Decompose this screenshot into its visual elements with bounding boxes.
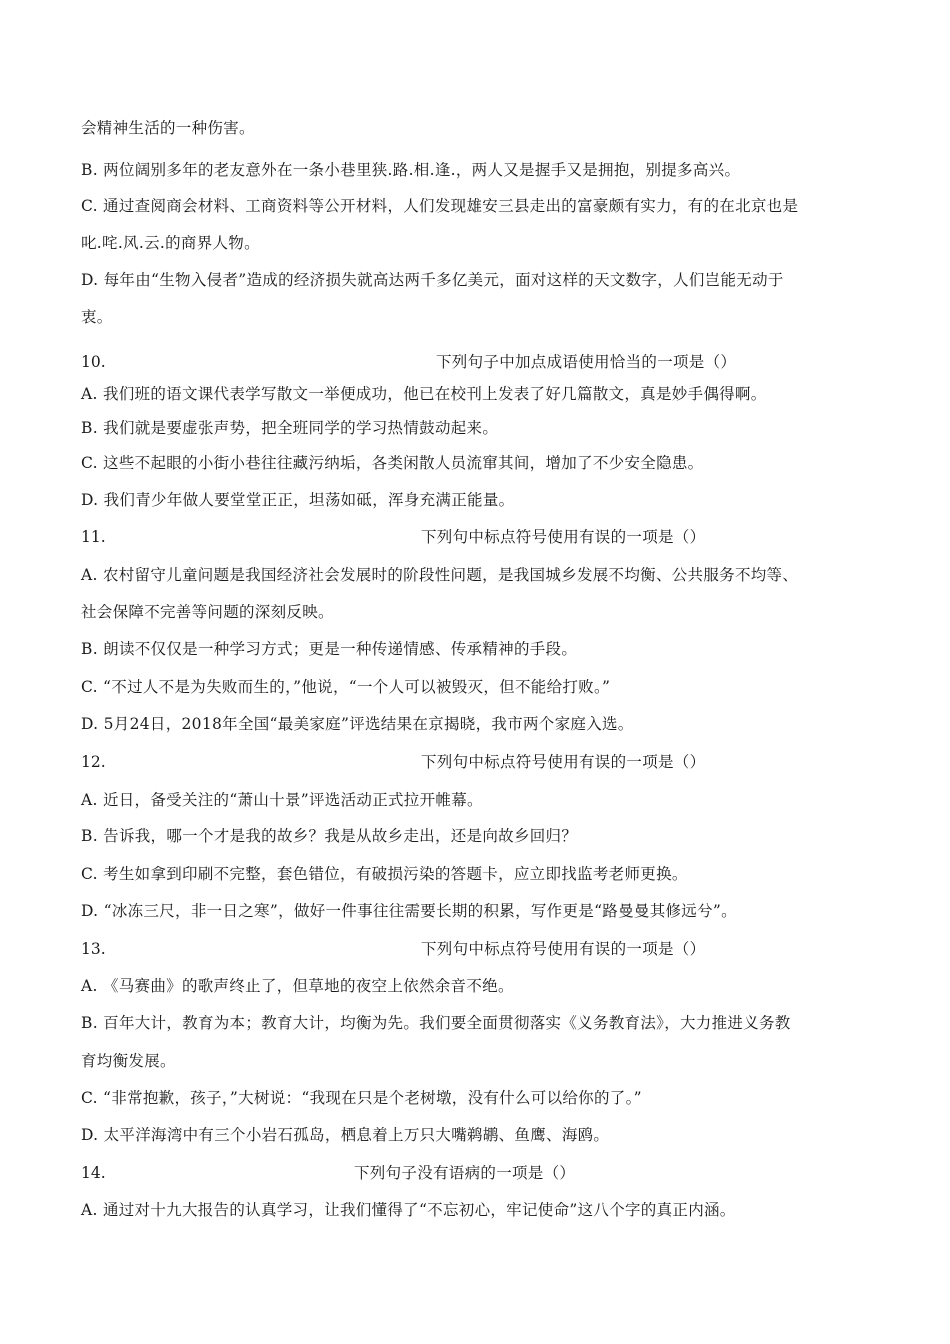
option-a: A. 我们班的语文课代表学写散文一举便成功，他已在校刊上发表了好几篇散文，真是妙手偶得啊。 <box>81 385 767 403</box>
question-stem: 下列句中标点符号使用有误的一项是（） <box>421 753 706 771</box>
option-d: D. 我们青少年做人要堂堂正正，坦荡如砥，浑身充满正能量。 <box>81 491 515 509</box>
option-c: C. “不过人不是为失败而生的，”他说，“一个人可以被毁灭，但不能给打败。” <box>81 678 611 696</box>
question-stem: 下列句子没有语病的一项是（） <box>354 1164 576 1182</box>
option-d: D. 每年由“生物入侵者”造成的经济损失就高达两千多亿美元，面对这样的天文数字，人们岂能无动于 <box>81 271 784 289</box>
question-number: 10. <box>81 353 106 371</box>
text-line: 会精神生活的一种伤害。 <box>81 119 255 137</box>
option-a: A. 近日，备受关注的“萧山十景”评选活动正式拉开帷幕。 <box>81 791 483 809</box>
question-stem: 下列句子中加点成语使用恰当的一项是（） <box>436 353 737 371</box>
option-b: B. 朗读不仅仅是一种学习方式；更是一种传递情感、传承精神的手段。 <box>81 640 578 658</box>
text-line: 叱.咤.风.云.的商界人物。 <box>81 234 260 252</box>
question-number: 11. <box>81 528 106 546</box>
option-a: A. 《马赛曲》的歌声终止了，但草地的夜空上依然余音不绝。 <box>81 977 514 995</box>
option-c: C. 这些不起眼的小街小巷往往藏污纳垢，各类闲散人员流窜其间，增加了不少安全隐患。 <box>81 454 704 472</box>
option-d: D. 太平洋海湾中有三个小岩石孤岛，栖息着上万只大嘴鹈鹕、鱼鹰、海鸥。 <box>81 1126 610 1144</box>
option-c: C. 通过查阅商会材料、工商资料等公开材料，人们发现雄安三县走出的富豪颇有实力，有的在北京也是 <box>81 197 799 215</box>
option-b: B. 告诉我，哪一个才是我的故乡？我是从故乡走出，还是向故乡回归？ <box>81 827 578 845</box>
option-c: C. “非常抱歉，孩子，”大树说：“我现在只是个老树墩，没有什么可以给你的了。” <box>81 1089 642 1107</box>
text-line: 育均衡发展。 <box>81 1052 176 1070</box>
option-b: B. 百年大计，教育为本；教育大计，均衡为先。我们要全面贯彻落实《义务教育法》，大力推进义务教 <box>81 1014 791 1032</box>
option-b: B. 我们就是要虚张声势，把全班同学的学习热情鼓动起来。 <box>81 419 499 437</box>
question-number: 12. <box>81 753 106 771</box>
question-stem: 下列句中标点符号使用有误的一项是（） <box>421 940 706 958</box>
question-stem: 下列句中标点符号使用有误的一项是（） <box>421 528 706 546</box>
question-number: 13. <box>81 940 106 958</box>
option-d: D. “冰冻三尺，非一日之寒”，做好一件事往往需要长期的积累，写作更是“路曼曼其修远兮”。 <box>81 902 737 920</box>
option-c: C. 考生如拿到印刷不完整，套色错位，有破损污染的答题卡，应立即找监考老师更换。 <box>81 865 688 883</box>
option-b: B. 两位阔别多年的老友意外在一条小巷里狭.路.相.逢.，两人又是握手又是拥抱，别提多高兴。 <box>81 161 741 179</box>
text-line: 衷。 <box>81 308 113 326</box>
option-d: D. 5月24日，2018年全国“最美家庭”评选结果在京揭晓，我市两个家庭入选。 <box>81 715 634 733</box>
option-a: A. 农村留守儿童问题是我国经济社会发展时的阶段性问题，是我国城乡发展不均衡、公共服务不均等、 <box>81 566 799 584</box>
option-a: A. 通过对十九大报告的认真学习，让我们懂得了“不忘初心，牢记使命”这八个字的真正内涵。 <box>81 1201 736 1219</box>
question-number: 14. <box>81 1164 106 1182</box>
text-line: 社会保障不完善等问题的深刻反映。 <box>81 603 334 621</box>
